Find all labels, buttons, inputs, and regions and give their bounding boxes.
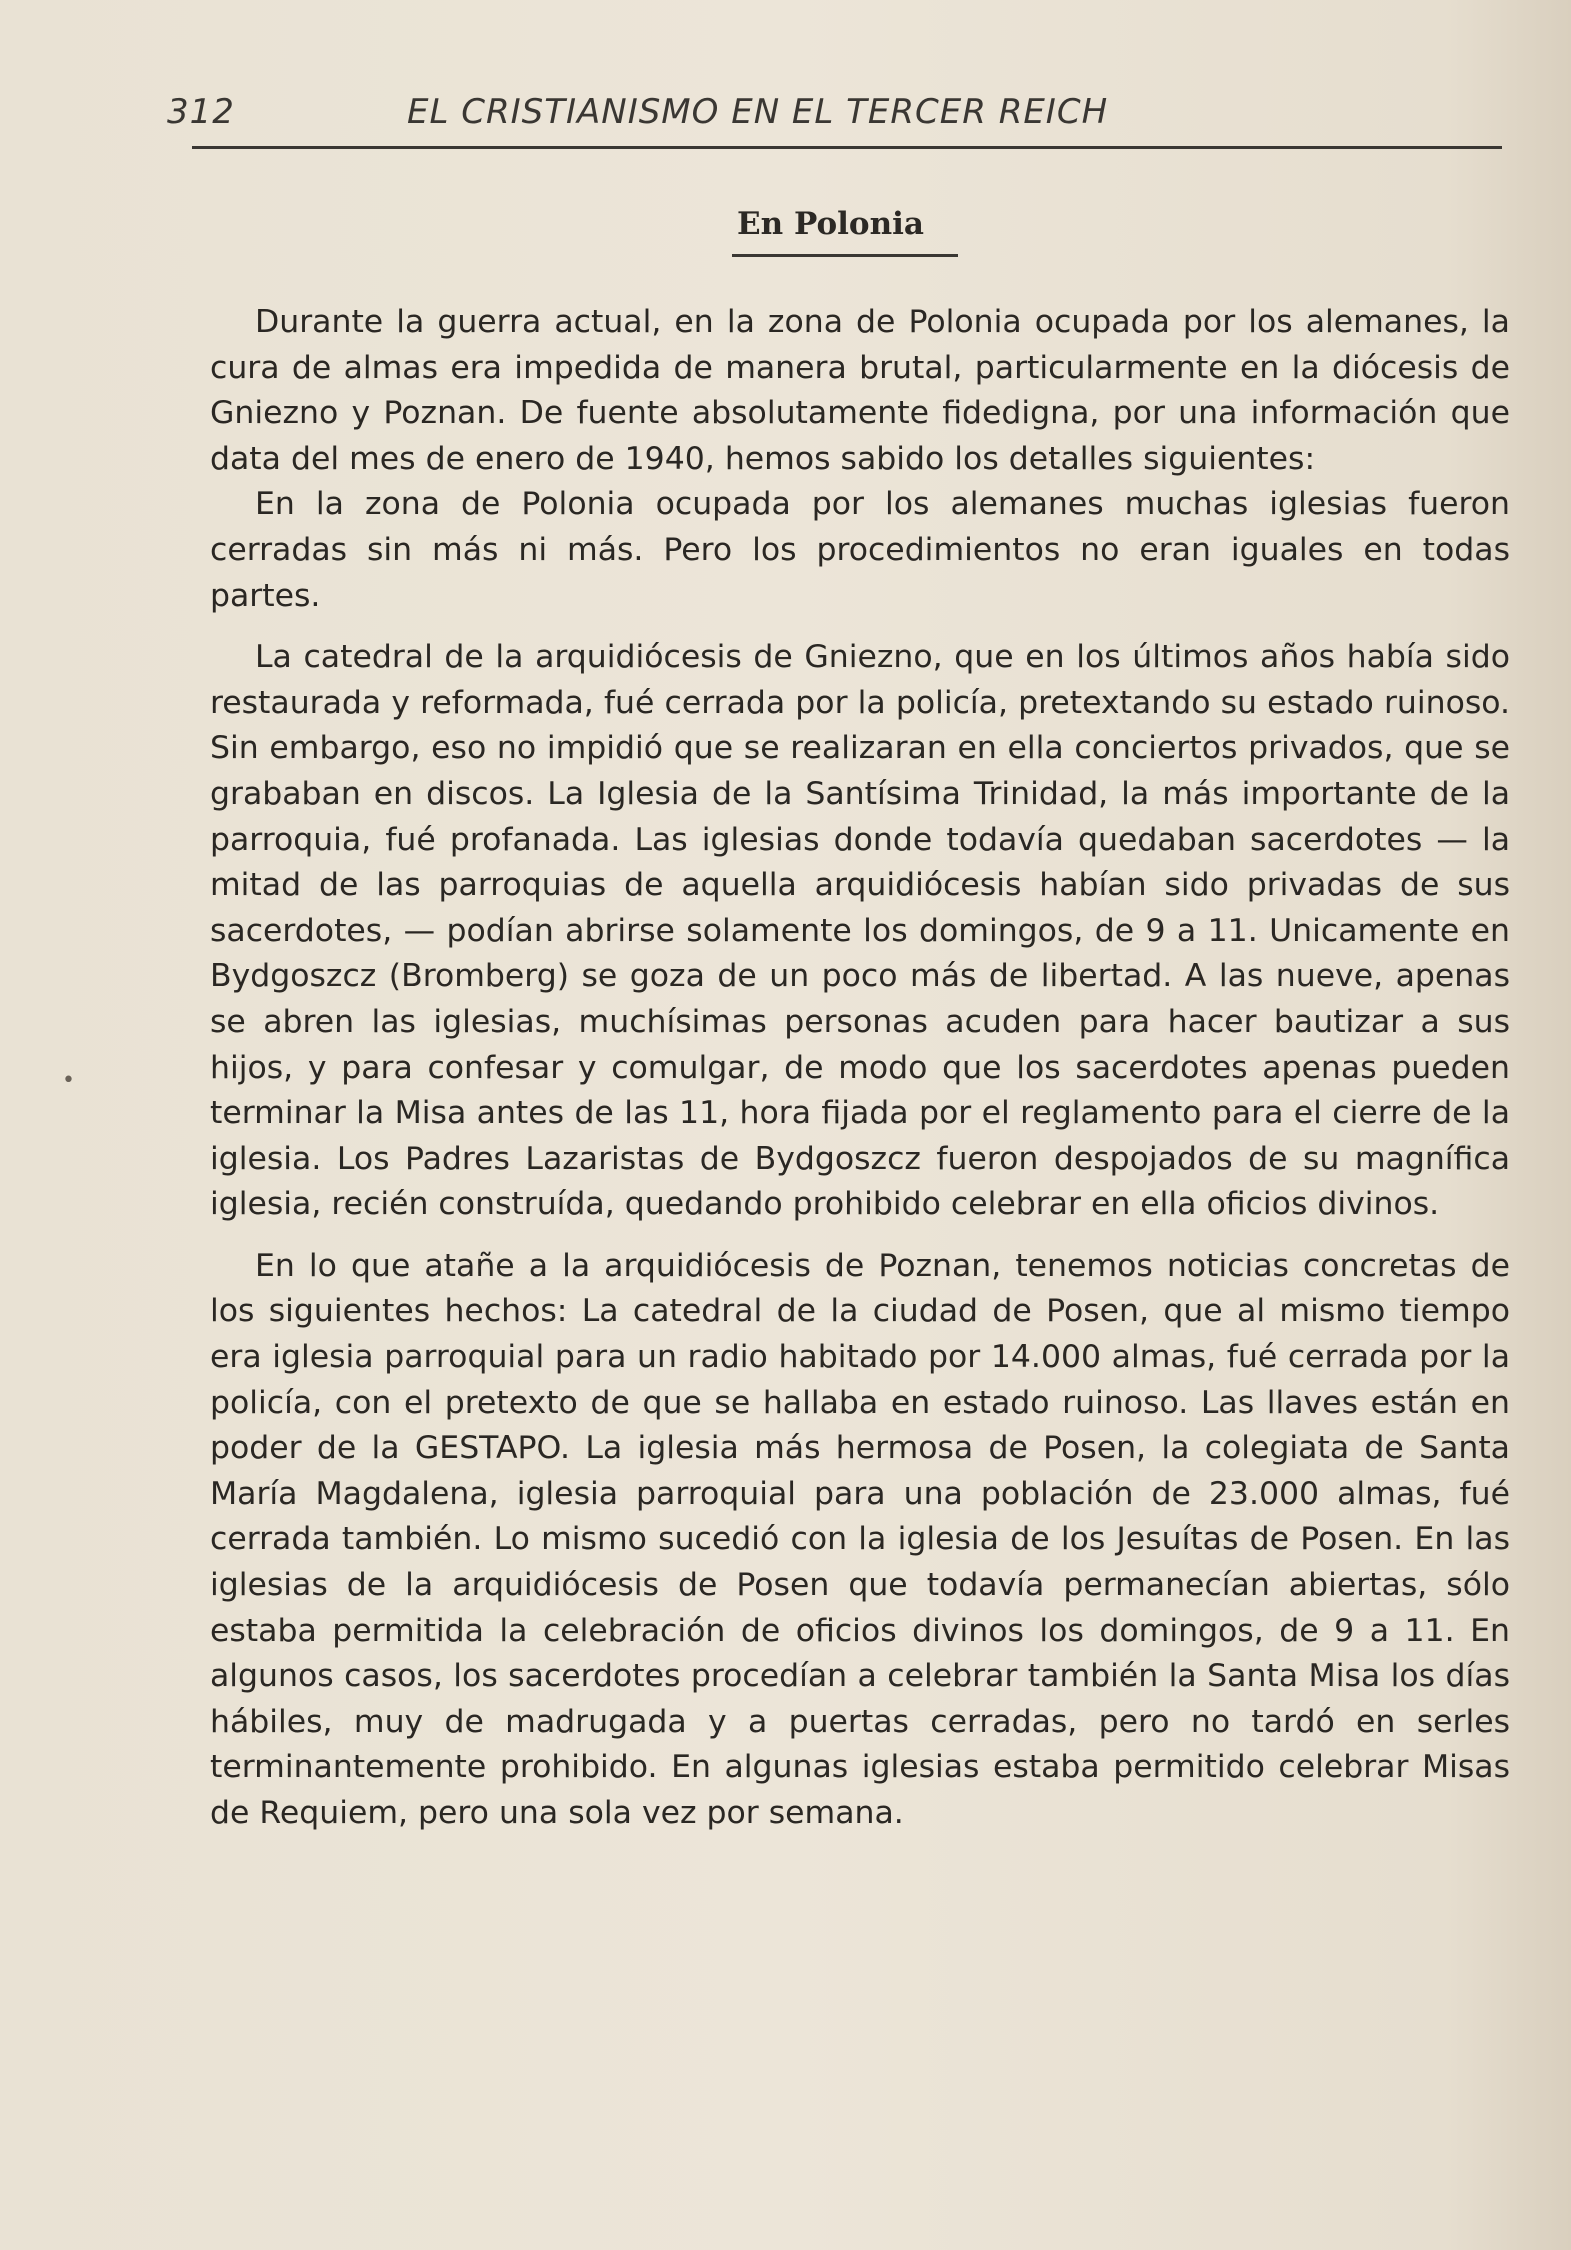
body-text bbox=[210, 300, 1510, 1837]
margin-dot: • bbox=[62, 1068, 75, 1093]
paragraph: Durante la guerra actual, en la zona de Polonia ocupada por los alemanes, la cura de almas era impedida de manera brutal, particularmente en la diócesis de Gniezno y Poznan. De fuente absolutamente fidedigna, por una información que data del mes de enero de 1940, hemos sabido los detalles siguientes: bbox=[210, 304, 1510, 477]
paragraph: En lo que atañe a la arquidiócesis de Poznan, tenemos noticias concretas de los siguientes hechos: La catedral de la ciudad de Posen, que al mismo tiempo era iglesia parroquial para un radio habitado por 14.000 almas, fué cerrada por la policía, con el pretexto de que se hallaba en estado ruinoso. Las llaves están en poder de la GESTAPO. La iglesia más hermosa de Posen, la colegiata de Santa María Magdalena, iglesia parroquial para una población de 23.000 almas, fué cerrada también. Lo mismo sucedió con la iglesia de los Jesuítas de Posen. En las iglesias de la arquidiócesis de Posen que todavía permanecían abiertas, sólo estaba permitida la celebración de oficios divinos los domingos, de 9 a 11. En algunos casos, los sacerdotes procedían a celebrar también la Santa Misa los días hábiles, muy de madrugada y a puertas cerradas, pero no tardó en serles terminantemente prohibido. En algunas iglesias estaba permitido celebrar Misas de Requiem, pero una sola vez por semana. bbox=[210, 1247, 1510, 1831]
running-title: EL CRISTIANISMO EN EL TERCER REICH bbox=[407, 92, 1109, 132]
running-header bbox=[167, 92, 1502, 142]
header-rule bbox=[192, 146, 1502, 149]
heading-underline bbox=[732, 254, 958, 257]
paragraph: En la zona de Polonia ocupada por los alemanes muchas iglesias fueron cerradas sin más ni más. Pero los procedimientos no eran iguales en todas partes. bbox=[210, 486, 1510, 614]
page-number: 312 bbox=[167, 92, 235, 132]
section-heading: En Polonia bbox=[737, 206, 924, 242]
paragraph: La catedral de la arquidiócesis de Gniezno, que en los últimos años había sido restaurada y reformada, fué cerrada por la policía, pretextando su estado ruinoso. Sin embargo, eso no impidió que se realizaran en ella conciertos privados, que se grababan en discos. La Iglesia de la Santísima Trinidad, la más importante de la parroquia, fué profanada. Las iglesias donde todavía quedaban sacerdotes — la mitad de las parroquias de aquella arquidiócesis habían sido privadas de sus sacerdotes, — podían abrirse solamente los domingos, de 9 a 11. Unicamente en Bydgoszcz (Bromberg) se goza de un poco más de libertad. A las nueve, apenas se abren las iglesias, muchísimas personas acuden para hacer bautizar a sus hijos, y para confesar y comulgar, de modo que los sacerdotes apenas pueden terminar la Misa antes de las 11, hora fijada por el reglamento para el cierre de la iglesia. Los Padres Lazaristas de Bydgoszcz fueron despojados de su magnífica iglesia, recién construída, quedando prohibido celebrar en ella oficios divinos. bbox=[210, 639, 1510, 1223]
